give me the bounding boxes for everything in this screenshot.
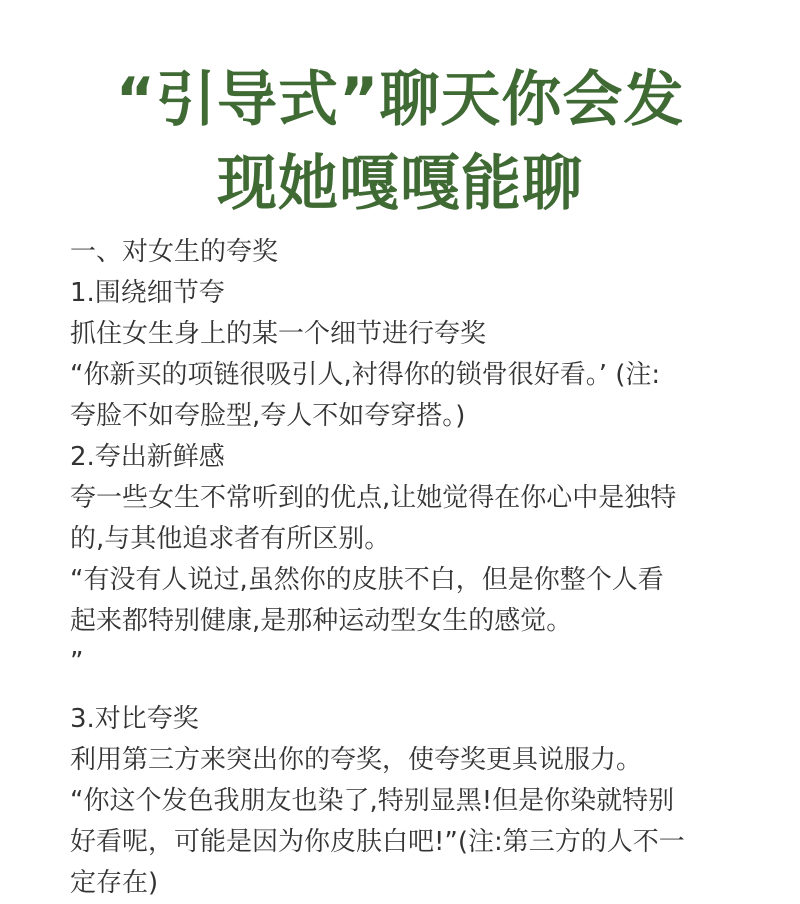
item-3-description: 利用第三方来突出你的夸奖，使夸奖更具说服力。: [70, 745, 643, 775]
item-1-example-line-2: 夸脸不如夸脸型,夸人不如夸穿搭。): [70, 401, 466, 431]
item-2-example-line-3: ”: [70, 647, 84, 677]
item-1-example-line-1: “你新买的项链很吸引人,衬得你的锁骨很好看。’ (注:: [70, 360, 661, 390]
item-2-heading: 2.夸出新鲜感: [70, 442, 225, 472]
section-gap: [70, 683, 770, 699]
item-2-example-line-2: 起来都特别健康,是那种运动型女生的感觉。: [70, 606, 573, 636]
item-2-description-line-1: 夸一些女生不常听到的优点,让她觉得在你心中是独特: [70, 483, 677, 513]
section-heading: 一、对女生的夸奖: [70, 237, 279, 267]
item-3-example-line-1: “你这个发色我朋友也染了,特别显黑!但是你染就特别: [70, 786, 675, 816]
item-1-heading: 1.围绕细节夸: [70, 278, 225, 308]
title-line-1: “引导式”聊天你会发: [115, 65, 685, 135]
title-line-2: 现她嘎嘎能聊: [217, 149, 583, 219]
item-2-description-line-2: 的,与其他追求者有所区别。: [70, 524, 391, 554]
item-3-heading: 3.对比夸奖: [70, 704, 199, 734]
item-3-example-line-3: 定存在): [70, 868, 159, 898]
article-title: [0, 58, 800, 226]
item-3-example-line-2: 好看呢，可能是因为你皮肤白吧!”(注:第三方的人不一: [70, 827, 685, 857]
item-2-example-line-1: “有没有人说过,虽然你的皮肤不白，但是你整个人看: [70, 565, 664, 595]
item-1-description: 抓住女生身上的某一个细节进行夸奖: [70, 319, 487, 349]
article-body: [70, 232, 770, 904]
